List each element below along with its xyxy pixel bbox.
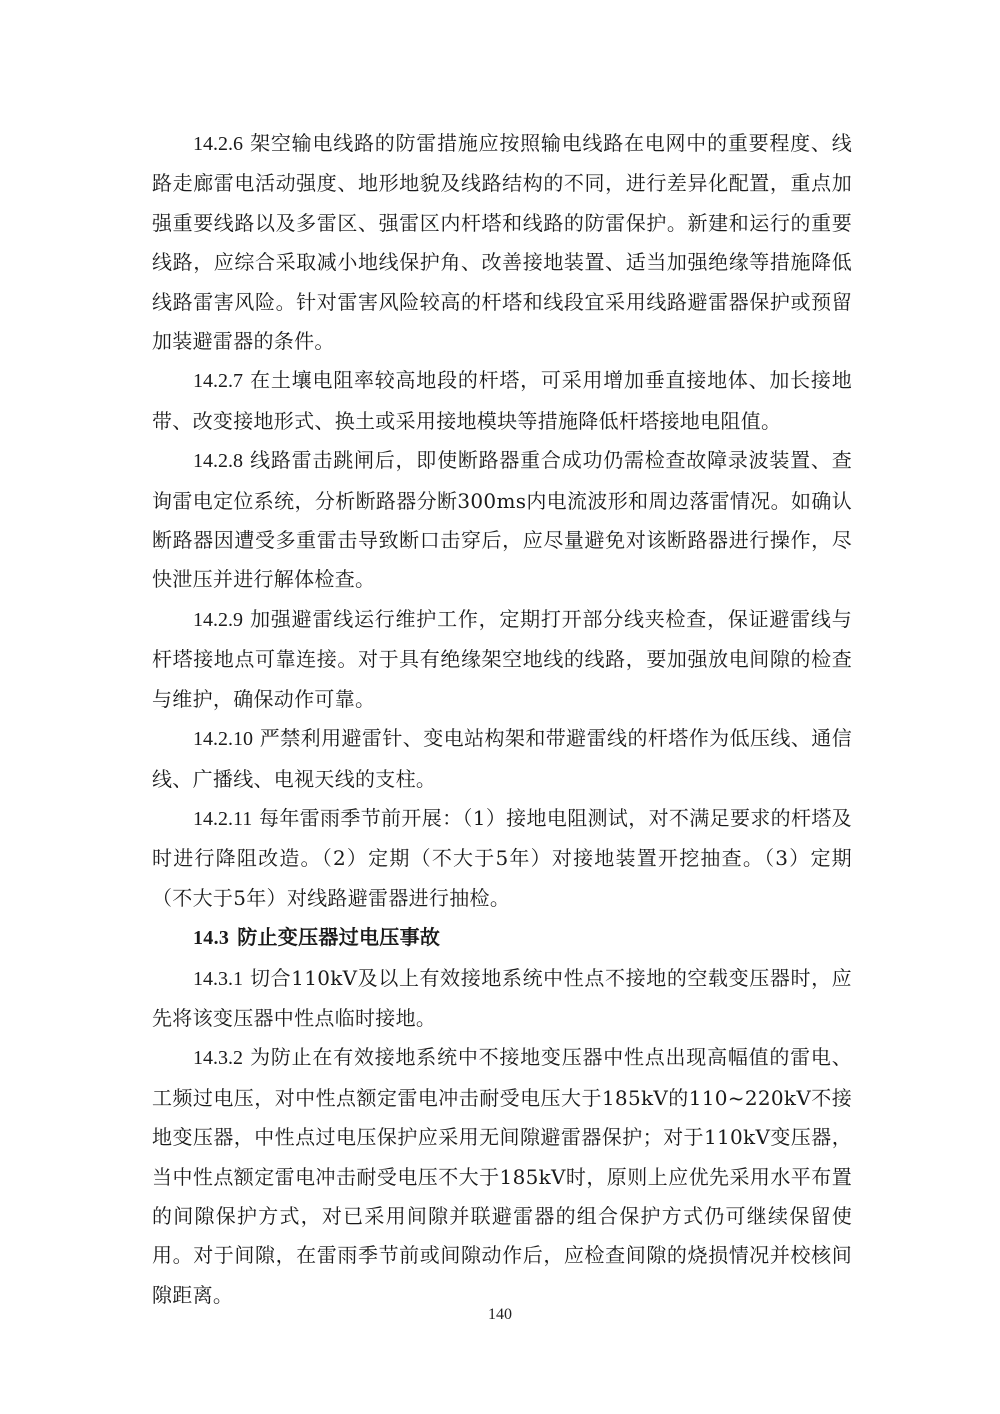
clause-14-2-6 bbox=[152, 124, 852, 361]
clause-text: 线路雷击跳闸后，即使断路器重合成功仍需检查故障录波装置、查询雷电定位系统，分析断路器分断300ms内电流波形和周边落雷情况。如确认断路器因遭受多重雷击导致断口击穿后，应尽量避免对该断路器进行操作，尽快泄压并进行解体检查。 bbox=[152, 448, 852, 592]
clause-number: 14.2.7 bbox=[193, 370, 243, 393]
clause-14-3-2 bbox=[152, 1038, 852, 1315]
clause-14-2-8 bbox=[152, 441, 852, 600]
clause-text: 严禁利用避雷针、变电站构架和带避雷线的杆塔作为低压线、通信线、广播线、电视天线的支柱。 bbox=[152, 726, 852, 791]
clause-14-3-1 bbox=[152, 959, 852, 1039]
section-number: 14.3 bbox=[193, 927, 230, 950]
clause-number: 14.2.6 bbox=[193, 133, 243, 155]
clause-number: 14.2.10 bbox=[193, 728, 253, 751]
clause-number: 14.3.2 bbox=[193, 1047, 243, 1070]
document-body bbox=[152, 124, 852, 1315]
clause-14-2-11 bbox=[152, 799, 852, 918]
clause-number: 14.2.9 bbox=[193, 608, 243, 631]
clause-text: 每年雷雨季节前开展：（1）接地电阻测试，对不满足要求的杆塔及时进行降阻改造。（2）定期（不大于5年）对接地装置开挖抽查。（3）定期（不大于5年）对线路避雷器进行抽检。 bbox=[152, 805, 852, 910]
clause-text: 为防止在有效接地系统中不接地变压器中性点出现高幅值的雷电、工频过电压，对中性点额定雷电冲击耐受电压大于185kV的110~220kV不接地变压器，中性点过电压保护应采用无间隙避雷器保护；对于110kV变压器，当中性点额定雷电冲击耐受电压不大于185kV时，原则上应优先采用水平布置的间隙保护方式，对已采用间隙并联避雷器的组合保护方式仍可继续保留使用。对于间隙，在雷雨季节前或间隙动作后，应检查间隙的烧损情况并校核间隙距离。 bbox=[152, 1045, 852, 1307]
clause-number: 14.2.8 bbox=[193, 450, 243, 473]
clause-text: 在土壤电阻率较高地段的杆塔，可采用增加垂直接地体、加长接地带、改变接地形式、换土或采用接地模块等措施降低杆塔接地电阻值。 bbox=[152, 368, 852, 433]
section-heading bbox=[152, 918, 852, 958]
clause-text: 架空输电线路的防雷措施应按照输电线路在电网中的重要程度、线路走廊雷电活动强度、地形地貌及线路结构的不同，进行差异化配置，重点加强重要线路以及多雷区、强雷区内杆塔和线路的防雷保护。新建和运行的重要线路，应综合采取减小地线保护角、改善接地装置、适当加强绝缘等措施降低线路雷害风险。针对雷害风险较高的杆塔和线段宜采用线路避雷器保护或预留加装避雷器的条件。 bbox=[152, 131, 852, 354]
clause-14-2-7 bbox=[152, 361, 852, 441]
section-title: 防止变压器过电压事故 bbox=[237, 925, 441, 950]
clause-number: 14.3.1 bbox=[193, 967, 243, 990]
clause-number: 14.2.11 bbox=[193, 807, 253, 830]
clause-text: 加强避雷线运行维护工作，定期打开部分线夹检查，保证避雷线与杆塔接地点可靠连接。对于具有绝缘架空地线的线路，要加强放电间隙的检查与维护，确保动作可靠。 bbox=[152, 606, 852, 711]
clause-14-2-9 bbox=[152, 600, 852, 719]
clause-14-2-10 bbox=[152, 719, 852, 799]
clause-text: 切合110kV及以上有效接地系统中性点不接地的空载变压器时，应先将该变压器中性点临时接地。 bbox=[152, 965, 852, 1030]
page-number: 140 bbox=[488, 1306, 512, 1323]
